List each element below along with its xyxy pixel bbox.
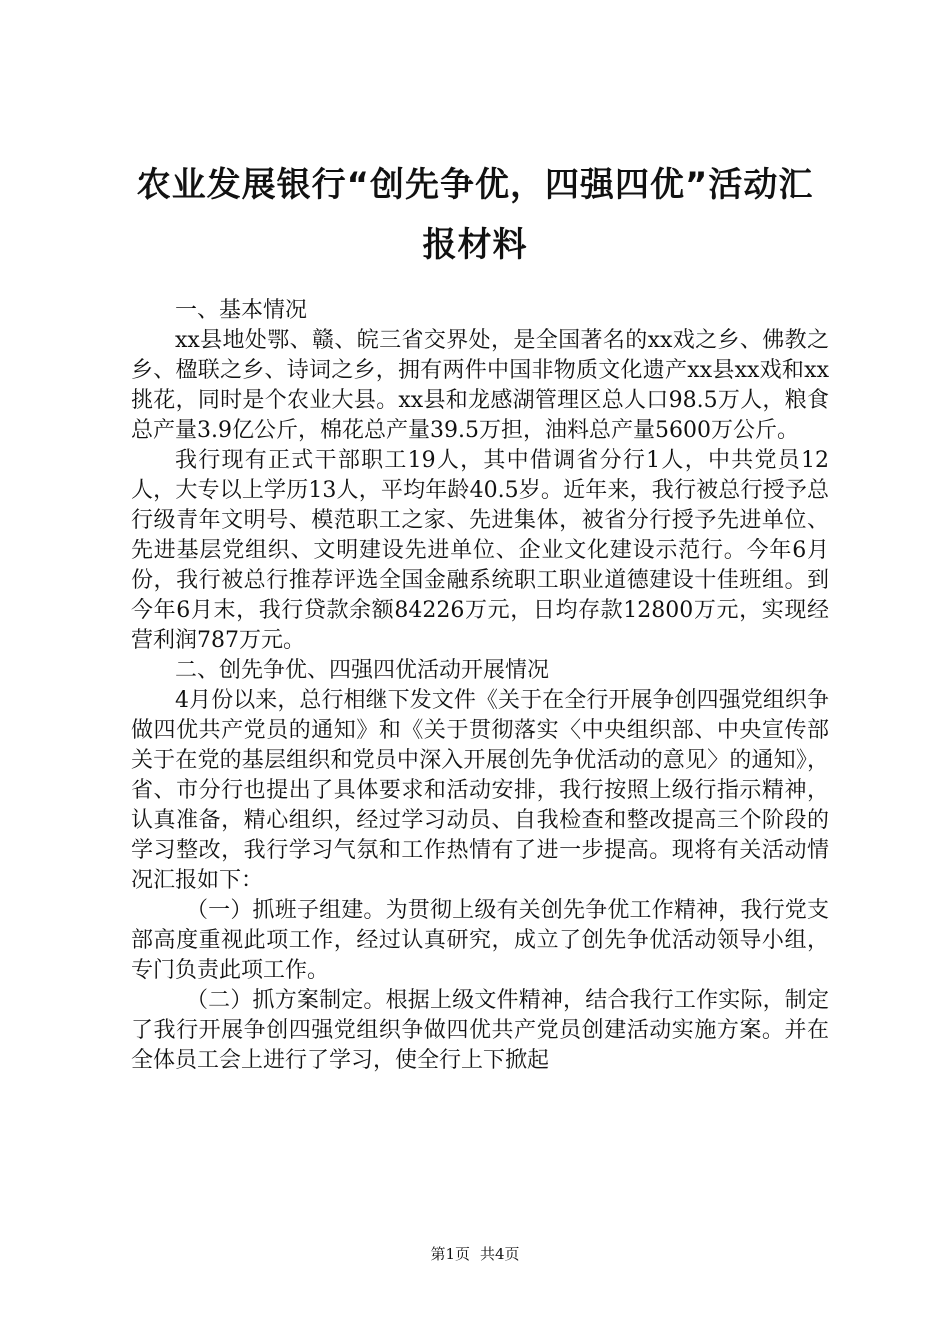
document-body [131, 296, 829, 1076]
page-footer [0, 1244, 950, 1264]
paragraph-county-overview: xx县地处鄂、赣、皖三省交界处，是全国著名的xx戏之乡、佛教之乡、楹联之乡、诗词之乡，拥有两件中国非物质文化遗产xx县xx戏和xx挑花，同时是个农业大县。xx县和龙感湖管理区总人口98.5万人，粮食总产量3.9亿公斤，棉花总产量39.5万担，油料总产量5600万公斤。 [131, 328, 829, 443]
page-number: 第1页 [430, 1245, 470, 1263]
document-title: 农业发展银行“创先争优，四强四优”活动汇报材料 [136, 165, 814, 265]
paragraph-item-team: （一）抓班子组建。为贯彻上级有关创先争优工作精神，我行党支部高度重视此项工作，经过认真研究，成立了创先争优活动领导小组，专门负责此项工作。 [131, 898, 829, 983]
page-total: 共4页 [480, 1245, 520, 1263]
paragraph-bank-overview: 我行现有正式干部职工19人，其中借调省分行1人，中共党员12人，大专以上学历13人，平均年龄40.5岁。近年来，我行被总行授予总行级青年文明号、模范职工之家、先进集体，被省分行授予先进单位、先进基层党组织、文明建设先进单位、企业文化建设示范行。今年6月份，我行被总行推荐评选全国金融系统职工职业道德建设十佳班组。到今年6月末，我行贷款余额84226万元，日均存款12800万元，实现经营利润787万元。 [131, 448, 829, 653]
section-heading-basic-info: 一、基本情况 [175, 298, 308, 323]
paragraph-activities-intro: 4月份以来，总行相继下发文件《关于在全行开展争创四强党组织争做四优共产党员的通知》和《关于贯彻落实〈中央组织部、中央宣传部关于在党的基层组织和党员中深入开展创先争优活动的意见〉的通知》，省、市分行也提出了具体要求和活动安排，我行按照上级行指示精神，认真准备，精心组织，经过学习动员、自我检查和整改提高三个阶段的学习整改，我行学习气氛和工作热情有了进一步提高。现将有关活动情况汇报如下： [131, 688, 829, 893]
section-heading-activities: 二、创先争优、四强四优活动开展情况 [175, 658, 550, 683]
paragraph-item-plan: （二）抓方案制定。根据上级文件精神，结合我行工作实际，制定了我行开展争创四强党组织争做四优共产党员创建活动实施方案。并在全体员工会上进行了学习，使全行上下掀起 [131, 988, 829, 1073]
